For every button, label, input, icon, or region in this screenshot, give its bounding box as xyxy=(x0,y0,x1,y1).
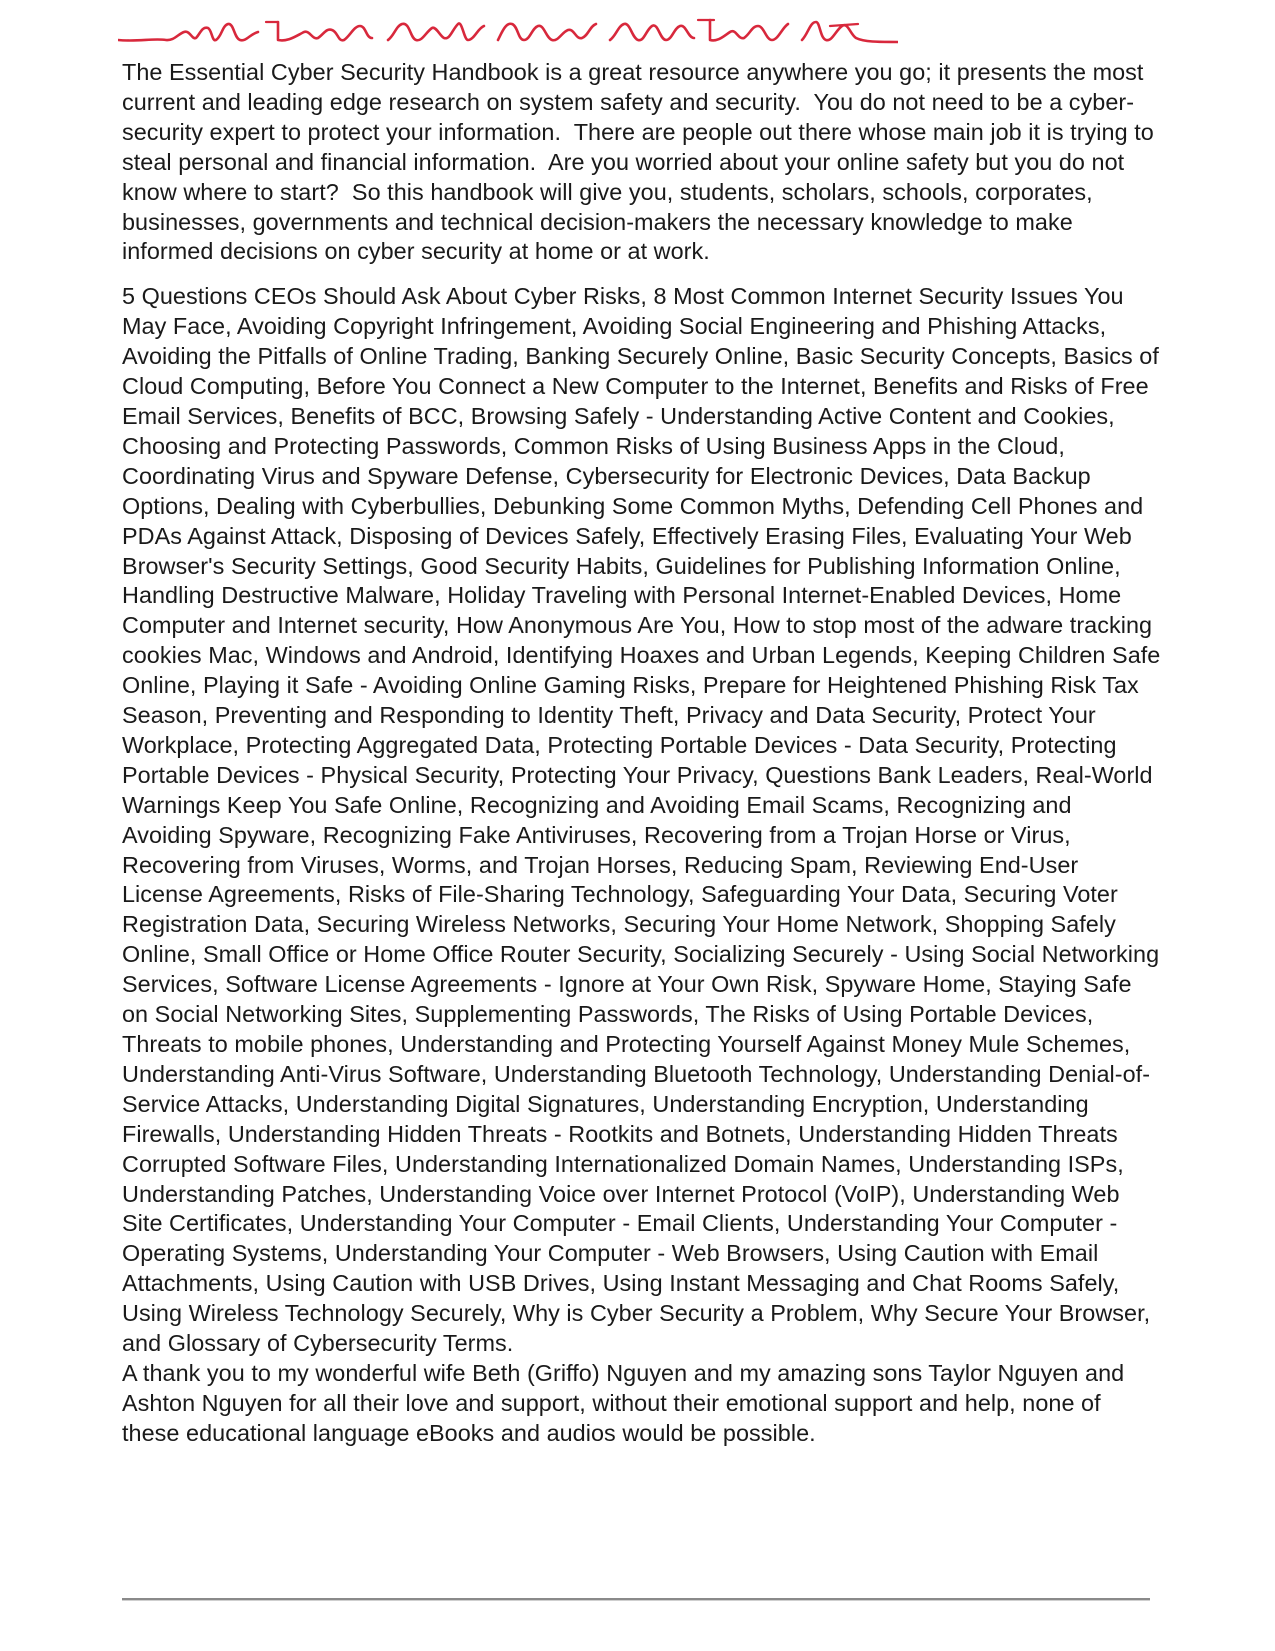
intro-paragraph: The Essential Cyber Security Handbook is a great resource anywhere you go; it presents the most current and leading edge research on system safety and security. You do not need to be a cyber-security expert to protect your information. There are people out there whose main job it is trying to steal personal and financial information. Are you worried about your online safety but you do not know where to start? So this handbook will give you, students, scholars, schools, corporates, businesses, governments and technical decision-makers the necessary knowledge to make informed decisions on cyber security at home or at work. xyxy=(122,59,1161,265)
decorative-script-header xyxy=(118,12,898,52)
document-body xyxy=(122,58,1167,1449)
script-flourish-icon xyxy=(118,20,898,42)
horizontal-divider xyxy=(122,1598,1150,1601)
script-cross-mark-icon xyxy=(266,20,858,26)
acknowledgement-paragraph: A thank you to my wonderful wife Beth (Griffo) Nguyen and my amazing sons Taylor Nguyen and Ashton Nguyen for all their love and support, without their emotional support and help, none of these educational language eBooks and audios would be possible. xyxy=(122,1359,1130,1446)
topics-paragraph: 5 Questions CEOs Should Ask About Cyber Risks, 8 Most Common Internet Security Issues You May Face, Avoiding Copyright Infringement, Avoiding Social Engineering and Phishing Attacks, Avoiding the Pitfalls of Online Trading, Banking Securely Online, Basic Security Concepts, Basics of Cloud Computing, Before You Connect a New Computer to the Internet, Benefits and Risks of Free Email Services, Benefits of BCC, Browsing Safely - Understanding Active Content and Cookies, Choosing and Protecting Passwords, Common Risks of Using Business Apps in the Cloud, Coordinating Virus and Spyware Defense, Cybersecurity for Electronic Devices, Data Backup Options, Dealing with Cyberbullies, Debunking Some Common Myths, Defending Cell Phones and PDAs Against Attack, Disposing of Devices Safely, Effectively Erasing Files, Evaluating Your Web Browser's Security Settings, Good Security Habits, Guidelines for Publishing Information Online, Handling Destructive Malware, Holiday Traveling with Personal Internet-Enabled Devices, Home Computer and Internet security, How Anonymous Are You, How to stop most of the adware tracking cookies Mac, Windows and Android, Identifying Hoaxes and Urban Legends, Keeping Children Safe Online, Playing it Safe - Avoiding Online Gaming Risks, Prepare for Heightened Phishing Risk Tax Season, Preventing and Responding to Identity Theft, Privacy and Data Security, Protect Your Workplace, Protecting Aggregated Data, Protecting Portable Devices - Data Security, Protecting Portable Devices - Physical Security, Protecting Your Privacy, Questions Bank Leaders, Real-World Warnings Keep You Safe Online, Recognizing and Avoiding Email Scams, Recognizing and Avoiding Spyware, Recognizing Fake Antiviruses, Recovering from a Trojan Horse or Virus, Recovering from Viruses, Worms, and Trojan Horses, Reducing Spam, Reviewing End-User License Agreements, Risks of File-Sharing Technology, Safeguarding Your Data, Securing Voter Registration Data, Securing Wireless Networks, Securing Your Home Network, Shopping Safely Online, Small Office or Home Office Router Security, Socializing Securely - Using Social Networking Services, Software License Agreements - Ignore at Your Own Risk, Spyware Home, Staying Safe on Social Networking Sites, Supplementing Passwords, The Risks of Using Portable Devices, Threats to mobile phones, Understanding and Protecting Yourself Against Money Mule Schemes, Understanding Anti-Virus Software, Understanding Bluetooth Technology, Understanding Denial-of-Service Attacks, Understanding Digital Signatures, Understanding Encryption, Understanding Firewalls, Understanding Hidden Threats - Rootkits and Botnets, Understanding Hidden Threats Corrupted Software Files, Understanding Internationalized Domain Names, Understanding ISPs, Understanding Patches, Understanding Voice over Internet Protocol (VoIP), Understanding Web Site Certificates, Understanding Your Computer - Email Clients, Understanding Your Computer - Operating Systems, Understanding Your Computer - Web Browsers, Using Caution with Email Attachments, Using Caution with USB Drives, Using Instant Messaging and Chat Rooms Safely, Using Wireless Technology Securely, Why is Cyber Security a Problem, Why Secure Your Browser, and Glossary of Cybersecurity Terms. xyxy=(122,283,1167,1357)
